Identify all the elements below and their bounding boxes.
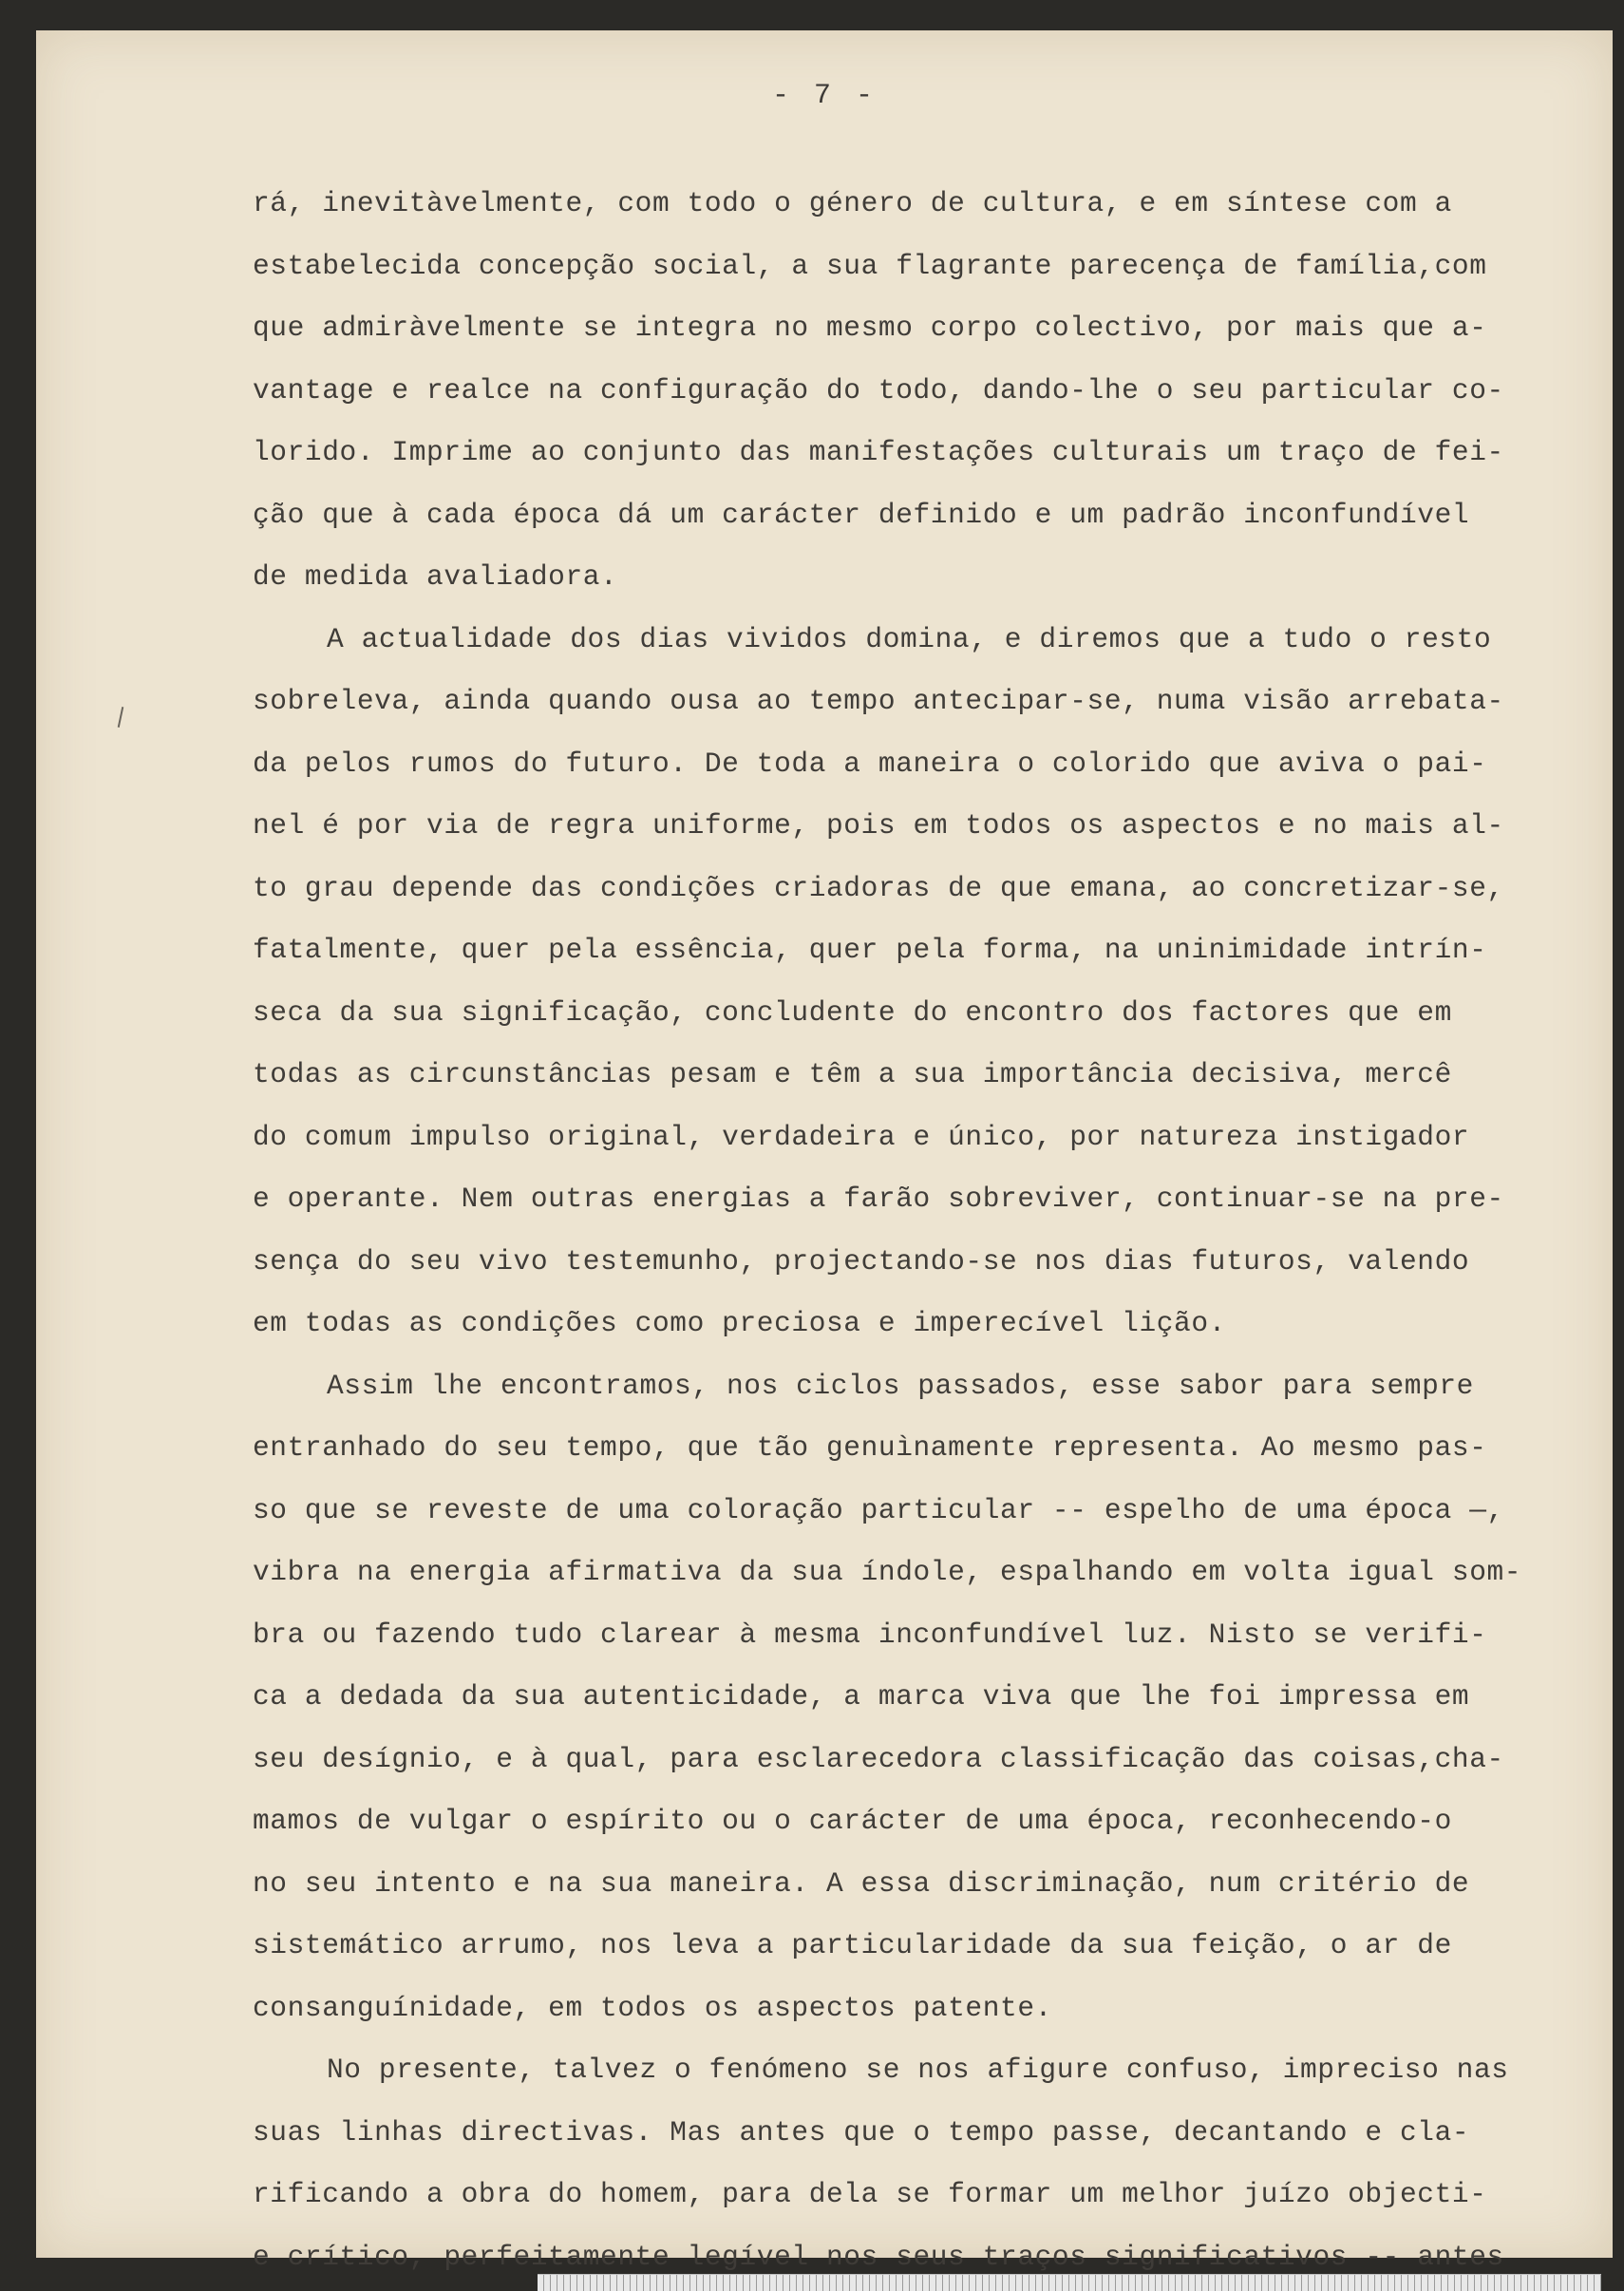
- text-line: sobreleva, ainda quando ousa ao tempo antecipar-se, numa visão arrebata-: [253, 685, 1504, 717]
- text-line: A actualidade dos dias vividos domina, e diremos que a tudo o resto: [327, 622, 1492, 655]
- text-line: mamos de vulgar o espírito ou o carácter de uma época, reconhecendo-o: [253, 1805, 1452, 1837]
- text-line: bra ou fazendo tudo clarear à mesma inconfundível luz. Nisto se verifi-: [253, 1618, 1487, 1651]
- text-line: sistemático arrumo, nos leva a particularidade da sua feição, o ar de: [253, 1929, 1452, 1961]
- text-line: ca a dedada da sua autenticidade, a marca viva que lhe foi impressa em: [253, 1680, 1470, 1713]
- text-line: e operante. Nem outras energias a farão sobreviver, continuar-se na pre-: [253, 1183, 1504, 1215]
- text-line: vantage e realce na configuração do todo, dando-lhe o seu particular co-: [253, 373, 1504, 407]
- text-line: so que se reveste de uma coloração particular -- espelho de uma época —,: [253, 1493, 1504, 1526]
- text-line: consanguínidade, em todos os aspectos patente.: [253, 1991, 1052, 2024]
- text-line: Assim lhe encontramos, nos ciclos passados, esse sabor para sempre: [327, 1369, 1474, 1402]
- text-line: entranhado do seu tempo, que tão genuìnamente representa. Ao mesmo pas-: [253, 1431, 1487, 1464]
- text-line: de medida avaliadora.: [253, 560, 618, 593]
- page-text: [253, 173, 1624, 2288]
- text-line: do comum impulso original, verdadeira e único, por natureza instigador: [253, 1120, 1470, 1153]
- text-line: nel é por via de regra uniforme, pois em todos os aspectos e no mais al-: [253, 809, 1504, 842]
- text-line: sença do seu vivo testemunho, projectando-se nos dias futuros, valendo: [253, 1244, 1470, 1278]
- text-line: rificando a obra do homem, para dela se formar um melhor juízo objecti-: [253, 2178, 1487, 2210]
- scan-color-ruler: [538, 2274, 1601, 2291]
- text-line: suas linhas directivas. Mas antes que o tempo passe, decantando e cla-: [253, 2115, 1470, 2149]
- text-line: todas as circunstâncias pesam e têm a sua importância decisiva, mercê: [253, 1058, 1452, 1090]
- text-line: vibra na energia afirmativa da sua índole, espalhando em volta igual som-: [253, 1556, 1522, 1588]
- typewritten-page: [36, 30, 1613, 2273]
- text-line: to grau depende das condições criadoras de que emana, ao concretizar-se,: [253, 871, 1504, 904]
- text-line: estabelecida concepção social, a sua flagrante parecença de família,com: [253, 249, 1487, 282]
- text-line: em todas as condições como preciosa e imperecível lição.: [253, 1307, 1226, 1339]
- text-line: No presente, talvez o fenómeno se nos afigure confuso, impreciso nas: [327, 2054, 1509, 2086]
- text-line: e crítico, perfeitamente legível nos seus traços significativos -- antes: [253, 2240, 1504, 2273]
- text-line: no seu intento e na sua maneira. A essa discriminação, num critério de: [253, 1866, 1470, 1900]
- text-line: que admiràvelmente se integra no mesmo corpo colectivo, por mais que a-: [253, 312, 1487, 344]
- page-number: - 7 -: [771, 80, 877, 112]
- text-line: fatalmente, quer pela essência, quer pela forma, na uninimidade intrín-: [253, 934, 1487, 966]
- text-line: lorido. Imprime ao conjunto das manifestações culturais um traço de fei-: [253, 436, 1504, 468]
- text-line: seca da sua significação, concludente do encontro dos factores que em: [253, 995, 1452, 1029]
- stray-pencil-mark: [118, 707, 124, 728]
- text-line: ção que à cada época dá um carácter definido e um padrão inconfundível: [253, 498, 1470, 531]
- text-line: seu desígnio, e à qual, para esclarecedora classificação das coisas,cha-: [253, 1742, 1504, 1775]
- text-line: rá, inevitàvelmente, com todo o género de cultura, e em síntese com a: [253, 187, 1452, 219]
- text-line: da pelos rumos do futuro. De toda a maneira o colorido que aviva o pai-: [253, 747, 1487, 780]
